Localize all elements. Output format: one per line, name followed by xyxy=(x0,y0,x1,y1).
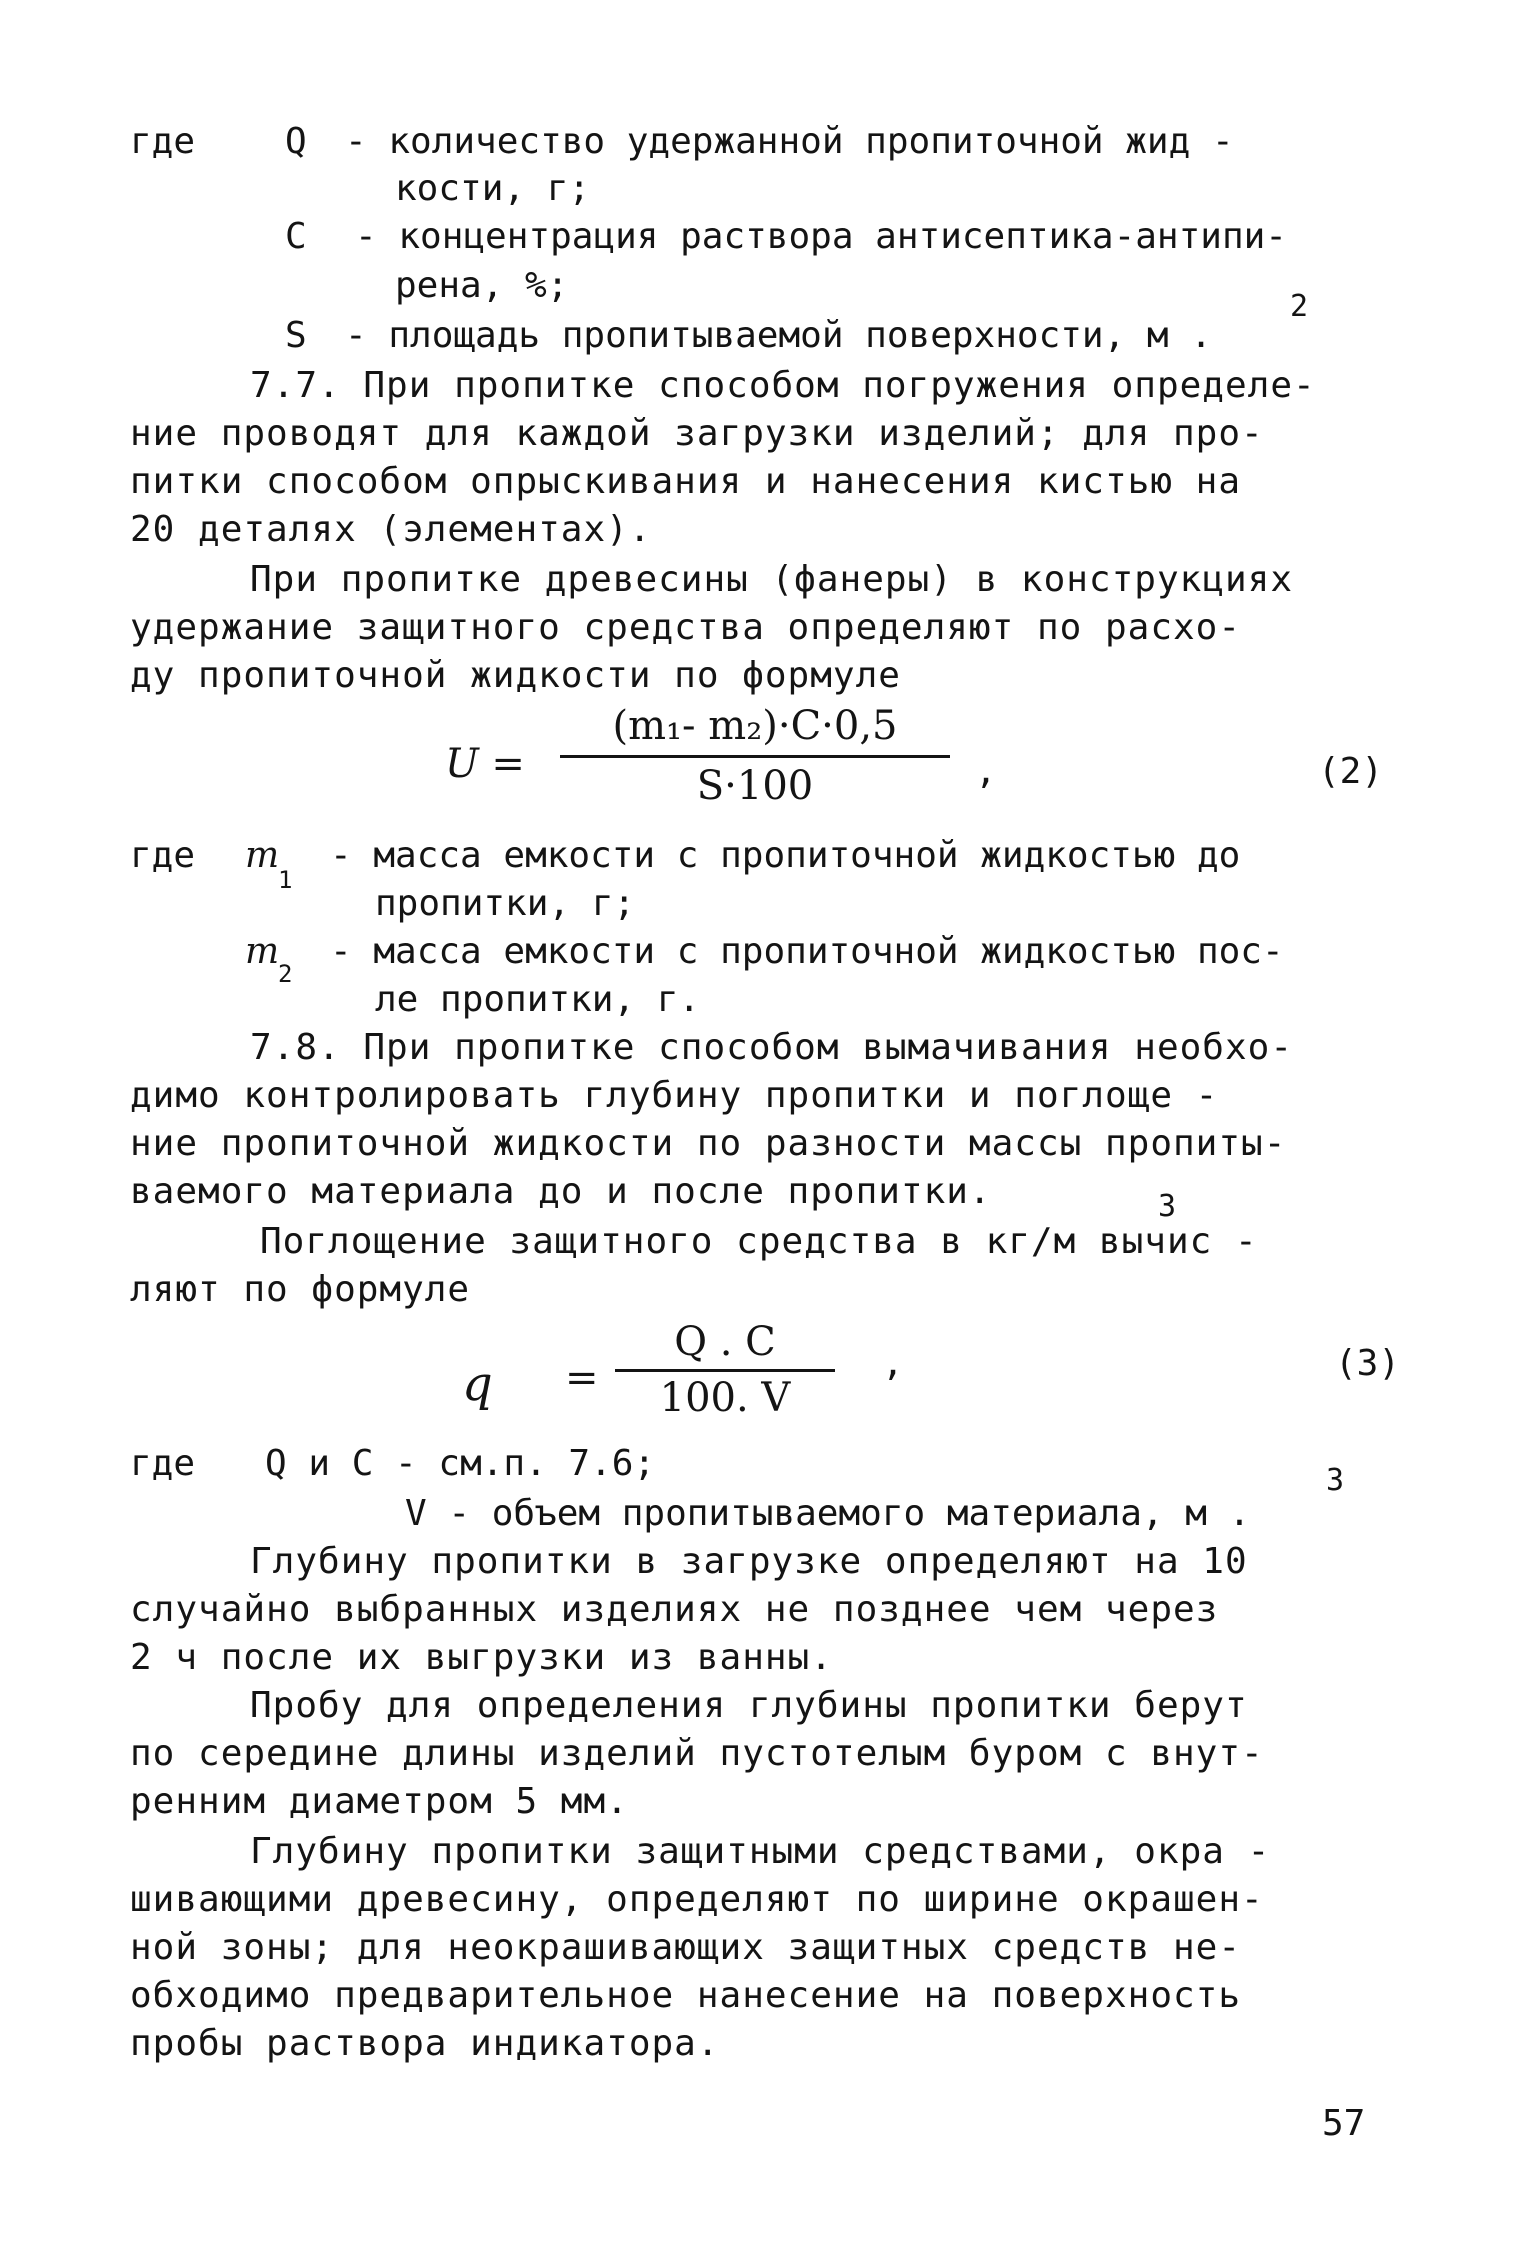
formula2-comma: , xyxy=(975,751,997,792)
formula3-numerator: Q . C xyxy=(674,1319,776,1365)
para-color-line2: шивающими древесину, определяют по ширине окрашен- xyxy=(130,1879,1264,1920)
formula2-denominator: S·100 xyxy=(696,763,814,809)
formula3-denominator: 100. V xyxy=(659,1375,791,1421)
legend-m1-line2: пропитки, г; xyxy=(375,883,636,924)
para-color-line4: обходимо предварительное нанесение на поверхность xyxy=(130,1975,1242,2016)
para-7-8-line3: ние пропиточной жидкости по разности массы пропиты- xyxy=(130,1123,1287,1164)
para-wood-line3: ду пропиточной жидкости по формуле xyxy=(130,655,901,696)
formula3-lhs: q xyxy=(462,1356,493,1412)
para-color-line1: Глубину пропитки защитными средствами, окра - xyxy=(250,1831,1271,1872)
legend-s-power: 2 xyxy=(1290,289,1309,324)
formula2-fraction-bar xyxy=(560,755,950,758)
para-absorb-line1: Поглощение защитного средства в кг/м вычис - xyxy=(260,1221,1258,1262)
para-color-line3: ной зоны; для неокрашивающих защитных средств не- xyxy=(130,1927,1242,1968)
para-7-7-line4: 20 деталях (элементах). xyxy=(130,509,652,550)
formula3-fraction-bar xyxy=(615,1369,835,1372)
symbol-m2: m xyxy=(245,931,280,972)
formula2-numerator: (m₁- m₂)·C·0,5 xyxy=(612,703,898,749)
para-7-8-line1: 7.8. При пропитке способом вымачивания необхо- xyxy=(250,1027,1293,1068)
legend-q-line2: кости, г; xyxy=(395,168,591,209)
para-sample-line2: по середине длины изделий пустотелым буром с внут- xyxy=(130,1733,1264,1774)
legend-m1-line1: - масса емкости с пропиточной жидкостью до xyxy=(330,835,1241,876)
para-absorb-line2: ляют по формуле xyxy=(130,1269,471,1310)
para-7-7-line3: питки способом опрыскивания и нанесения кистью на xyxy=(130,461,1242,502)
legend-c-line1: - концентрация раствора антисептика-антипи- xyxy=(355,216,1287,257)
formula3-comma: , xyxy=(882,1343,904,1384)
para-depth-line1: Глубину пропитки в загрузке определяют на 10 xyxy=(250,1541,1248,1582)
para-sample-line3: ренним диаметром 5 мм. xyxy=(130,1781,629,1822)
para-7-7-line1: 7.7. При пропитке способом погружения определе- xyxy=(250,365,1316,406)
symbol-m1-subscript: 1 xyxy=(278,866,293,894)
where-label-3: где xyxy=(130,1443,196,1484)
para-wood-line2: удержание защитного средства определяют по расхо- xyxy=(130,607,1242,648)
where-label: где xyxy=(130,121,196,162)
legend-qc-line: Q и C - см.п. 7.6; xyxy=(265,1443,656,1484)
para-depth-line3: 2 ч после их выгрузки из ванны. xyxy=(130,1637,833,1678)
page-number: 57 xyxy=(1322,2103,1366,2144)
formula2-lhs: U = xyxy=(445,741,525,787)
legend-q-line1: - количество удержанной пропиточной жид - xyxy=(345,121,1234,162)
formula3-equals: = xyxy=(565,1355,599,1401)
where-label-2: где xyxy=(130,835,196,876)
para-7-8-line4: ваемого материала до и после пропитки. xyxy=(130,1171,992,1212)
para-sample-line1: Пробу для определения глубины пропитки берут xyxy=(250,1685,1248,1726)
legend-v-power: 3 xyxy=(1326,1463,1345,1498)
symbol-m1: m xyxy=(245,835,280,876)
formula3-number: (3) xyxy=(1335,1343,1401,1384)
symbol-s: S xyxy=(285,315,307,356)
para-7-8-line2: димо контролировать глубину пропитки и поглоще - xyxy=(130,1075,1219,1116)
legend-m2-line2: ле пропитки, г. xyxy=(375,979,701,1020)
legend-s-line: - площадь пропитываемой поверхности, м . xyxy=(345,315,1212,356)
symbol-c: C xyxy=(285,216,307,257)
legend-m2-line1: - масса емкости с пропиточной жидкостью пос- xyxy=(330,931,1284,972)
para-color-line5: пробы раствора индикатора. xyxy=(130,2023,720,2064)
para-wood-line1: При пропитке древесины (фанеры) в конструкциях xyxy=(250,559,1293,600)
symbol-q: Q xyxy=(285,121,307,162)
formula2-number: (2) xyxy=(1318,751,1384,792)
legend-c-line2: рена, %; xyxy=(395,265,569,306)
para-7-7-line2: ние проводят для каждой загрузки изделий; для про- xyxy=(130,413,1264,454)
para-depth-line2: случайно выбранных изделиях не позднее чем через xyxy=(130,1589,1219,1630)
legend-v-line: V - объем пропитываемого материала, м . xyxy=(405,1493,1251,1534)
para-absorb-power: 3 xyxy=(1158,1189,1177,1224)
symbol-m2-subscript: 2 xyxy=(278,960,293,988)
